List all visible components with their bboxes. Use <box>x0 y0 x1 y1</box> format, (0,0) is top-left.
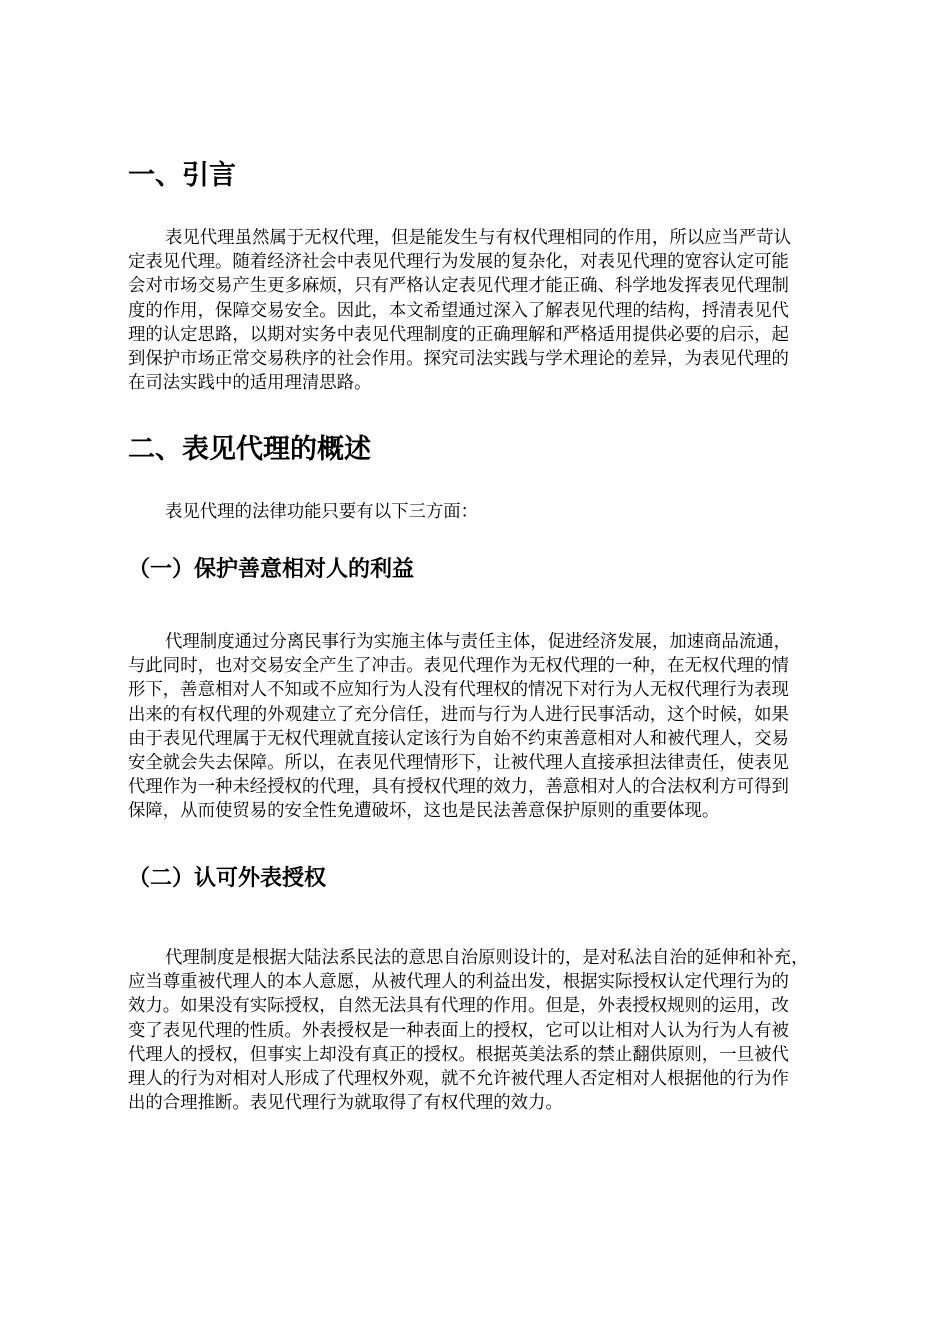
paragraph-line: 应当尊重被代理人的本人意愿，从被代理人的利益出发，根据实际授权认定代理行为的 <box>128 972 789 993</box>
paragraph-line: 代理制度是根据大陆法系民法的意思自治原则设计的，是对私法自治的延伸和补充， <box>165 948 809 968</box>
subsection-heading-apparent-authorization: （二）认可外表授权 <box>128 866 327 891</box>
paragraph-line: 形下，善意相对人不知或不应知行为人没有代理权的情况下对行为人无权代理行为表现 <box>128 680 789 701</box>
paragraph-line: 出来的有权代理的外观建立了充分信任，进而与行为人进行民事活动，这个时候，如果 <box>128 704 789 725</box>
paragraph-line: 保障，从而使贸易的安全性免遭破坏，这也是民法善意保护原则的重要体现。 <box>128 801 720 822</box>
paragraph-line: 到保护市场正常交易秩序的社会作用。探究司法实践与学术理论的差异，为表见代理的 <box>128 348 789 369</box>
protect-bona-fide-paragraph <box>128 630 858 824</box>
section-heading-overview: 二、表见代理的概述 <box>128 434 371 465</box>
paragraph-line: 与此同时，也对交易安全产生了冲击。表见代理作为无权代理的一种，在无权代理的情 <box>128 656 789 677</box>
paragraph-line: 定表见代理。随着经济社会中表见代理行为发展的复杂化，对表见代理的宽容认定可能 <box>128 252 789 273</box>
section-heading-introduction: 一、引言 <box>128 160 236 191</box>
paragraph-line: 会对市场交易产生更多麻烦，只有严格认定表见代理才能正确、科学地发挥表见代理制 <box>128 276 789 297</box>
subsection-heading-protect-bona-fide: （一）保护善意相对人的利益 <box>128 557 415 582</box>
paragraph-line: 变了表见代理的性质。外表授权是一种表面上的授权，它可以让相对人认为行为人有被 <box>128 1020 789 1041</box>
paragraph-line: 安全就会失去保障。所以，在表见代理情形下，让被代理人直接承担法律责任，使表见 <box>128 752 789 773</box>
paragraph-line: 代理人的授权，但事实上却没有真正的授权。根据英美法系的禁止翻供原则，一旦被代 <box>128 1044 789 1065</box>
paragraph-line: 表见代理虽然属于无权代理，但是能发生与有权代理相同的作用，所以应当严苛认 <box>165 228 792 248</box>
paragraph-line: 在司法实践中的适用理清思路。 <box>128 373 372 394</box>
paragraph-line: 效力。如果没有实际授权，自然无法具有代理的作用。但是，外表授权规则的运用，改 <box>128 996 789 1017</box>
paragraph-line: 出的合理推断。表见代理行为就取得了有权代理的效力。 <box>128 1093 563 1114</box>
introduction-paragraph <box>128 226 858 395</box>
apparent-authorization-paragraph <box>128 946 858 1115</box>
paragraph-line: 理人的行为对相对人形成了代理权外观，就不允许被代理人否定相对人根据他的行为作 <box>128 1068 789 1089</box>
paragraph-line: 代理作为一种未经授权的代理，具有授权代理的效力，善意相对人的合法权利方可得到 <box>128 777 789 798</box>
paragraph-line: 理的认定思路，以期对实务中表见代理制度的正确理解和严格适用提供必要的启示，起 <box>128 324 789 345</box>
paragraph-line: 度的作用，保障交易安全。因此，本文希望通过深入了解表见代理的结构，捋清表见代 <box>128 300 789 321</box>
overview-intro-text: 表见代理的法律功能只要有以下三方面： <box>165 502 479 522</box>
paragraph-line: 代理制度通过分离民事行为实施主体与责任主体，促进经济发展，加速商品流通， <box>165 632 792 652</box>
paragraph-line: 由于表见代理属于无权代理就直接认定该行为自始不约束善意相对人和被代理人，交易 <box>128 728 789 749</box>
